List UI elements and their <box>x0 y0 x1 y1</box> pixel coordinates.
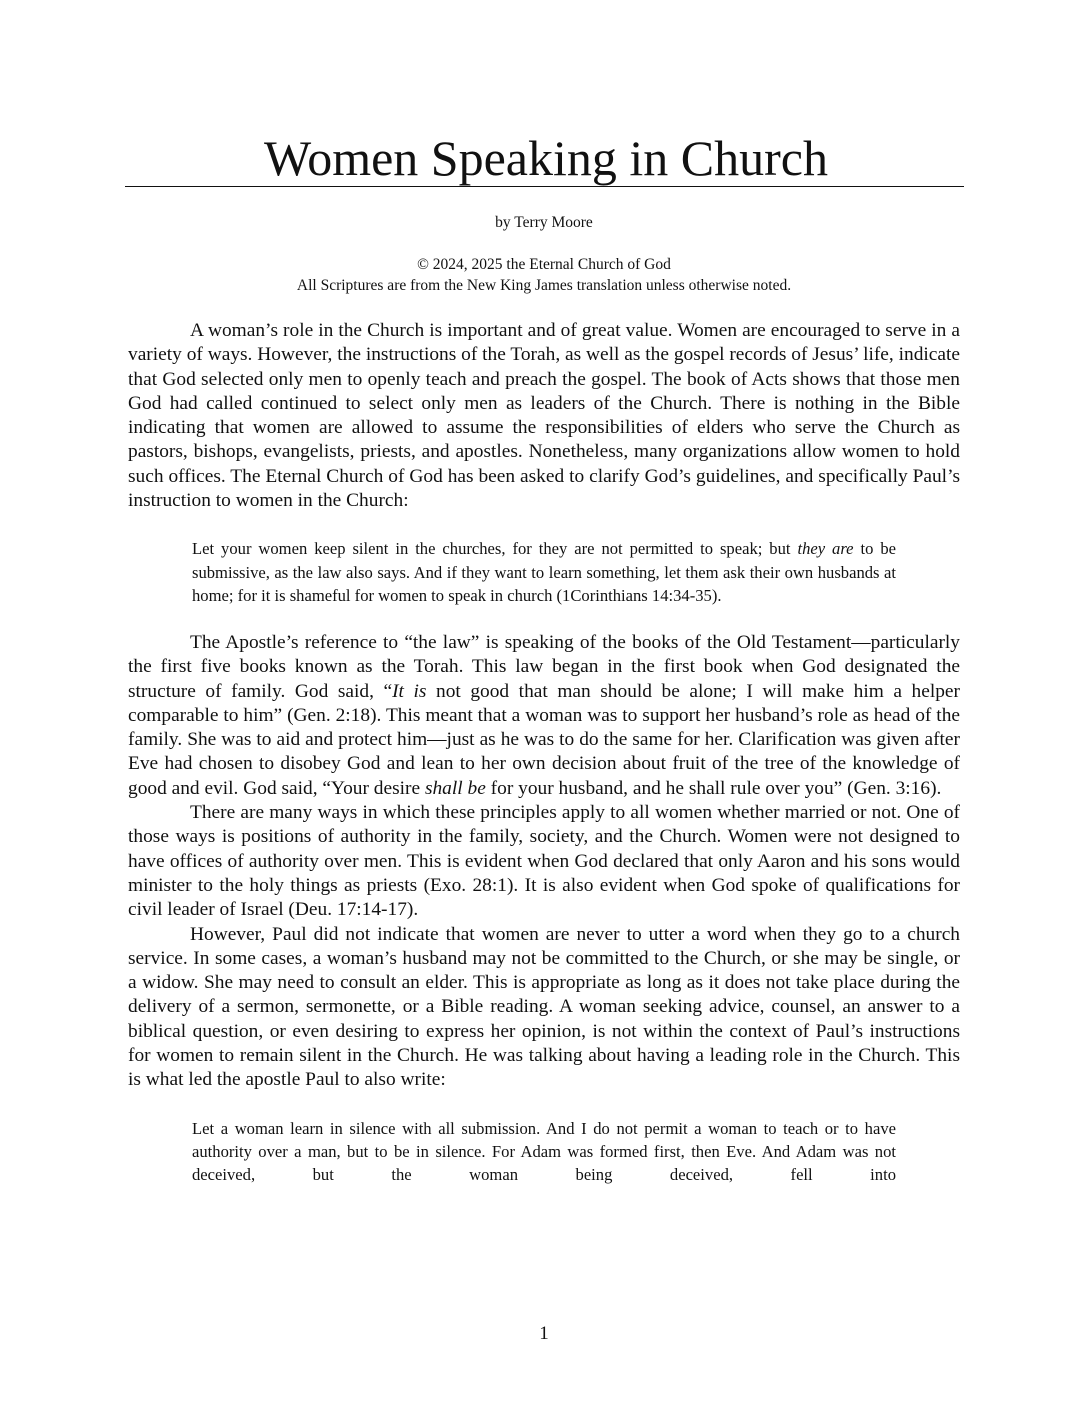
paragraph-4: However, Paul did not indicate that women are never to utter a word when they go to a church service. In some cases, a woman’s husband may not be committed to the Church, or she may be single, or a widow. She may need to consult an elder. This is appropriate as long as it does not take place during the delivery of a sermon, sermonette, or a Bible reading. A woman seeking advice, counsel, an answer to a biblical question, or even desiring to express her opinion, is not within the context of Paul’s instructions for women to remain silent in the Church. He was talking about having a leading role in the Church. This is what led the apostle Paul to also write: <box>128 923 960 1091</box>
scripture-quote-2: Let a woman learn in silence with all submission. And I do not permit a woman to teach or to have authority over a man, but to be in silence. For Adam was formed first, then Eve. And Adam was not deceived, but the woman being deceived, fell into <box>192 1118 896 1185</box>
quote-1-text-a: Let your women keep silent in the churches, for they are not permitted to speak; but <box>192 539 798 559</box>
copyright-line: © 2024, 2025 the Eternal Church of God <box>417 256 671 273</box>
paragraph-2-text-e: for your husband, and he shall rule over you” (Gen. 3:16). <box>485 777 942 799</box>
paragraph-2-text-c: not good that man should be alone; I will make him a helper comparable to him” (Gen. 2:18). This meant that a woman was to support her husband’s role as head of the family. She was to aid and protect him—just as he was to do the same for her. Clarification was given after Eve had chosen to disobey God and lean to her own decision about fruit of the tree of the knowledge of good and evil. God said, “Your desire <box>128 680 960 799</box>
scripture-note: All Scriptures are from the New King James translation unless otherwise noted. <box>296 277 792 294</box>
paragraph-1: A woman’s role in the Church is important and of great value. Women are encouraged to serve in a variety of ways. However, the instructions of the Torah, as well as the gospel records of Jesus’ life, indicate that God selected only men to openly teach and preach the gospel. The book of Acts shows that those men God had called continued to select only men as leaders of the Church. There is nothing in the Bible indicating that women are allowed to assume the responsibilities of elders who serve the Church as pastors, bishops, evangelists, priests, and apostles. Nonetheless, many organizations allow women to hold such offices. The Eternal Church of God has been asked to clarify God’s guidelines, and specifically Paul’s instruction to women in the Church: <box>128 320 960 512</box>
spacer <box>128 513 960 537</box>
copyright-block <box>128 254 960 296</box>
paragraph-2 <box>128 631 960 801</box>
quote-1-italic: they are <box>797 539 854 559</box>
spacer <box>128 1093 960 1117</box>
document-page <box>128 0 960 1408</box>
scripture-quote-1 <box>192 537 896 607</box>
document-title: Women Speaking in Church <box>264 130 828 186</box>
spacer <box>128 607 960 631</box>
title-underline <box>125 186 964 187</box>
paragraph-2-italic-2: shall be <box>424 777 486 799</box>
paragraph-2-text-a: The Apostle’s reference to “the law” is speaking of the books of the Old Testament—particularly the first five books known as the Torah. This law began in the first book when God designated the structure of family. God said, “ <box>128 631 960 702</box>
paragraph-3: There are many ways in which these principles apply to all women whether married or not. One of those ways is positions of authority in the family, society, and the Church. Women were not designed to have offices of authority over men. This is evident when God declared that only Aaron and his sons would minister to the holy things as priests (Exo. 28:1). It is also evident when God spoke of qualifications for civil leader of Israel (Deu. 17:14-17). <box>128 802 960 921</box>
paragraph-2-italic-1: It is <box>392 680 427 702</box>
quote-1-text-c: to be submissive, as the law also says. And if they want to learn something, let them ask their own husbands at home; for it is shameful for women to speak in church (1Corinthians 14:34-35). <box>192 539 896 605</box>
page-number: 1 <box>539 1323 549 1344</box>
article-body <box>128 319 960 1186</box>
author-byline: by Terry Moore <box>495 214 593 231</box>
